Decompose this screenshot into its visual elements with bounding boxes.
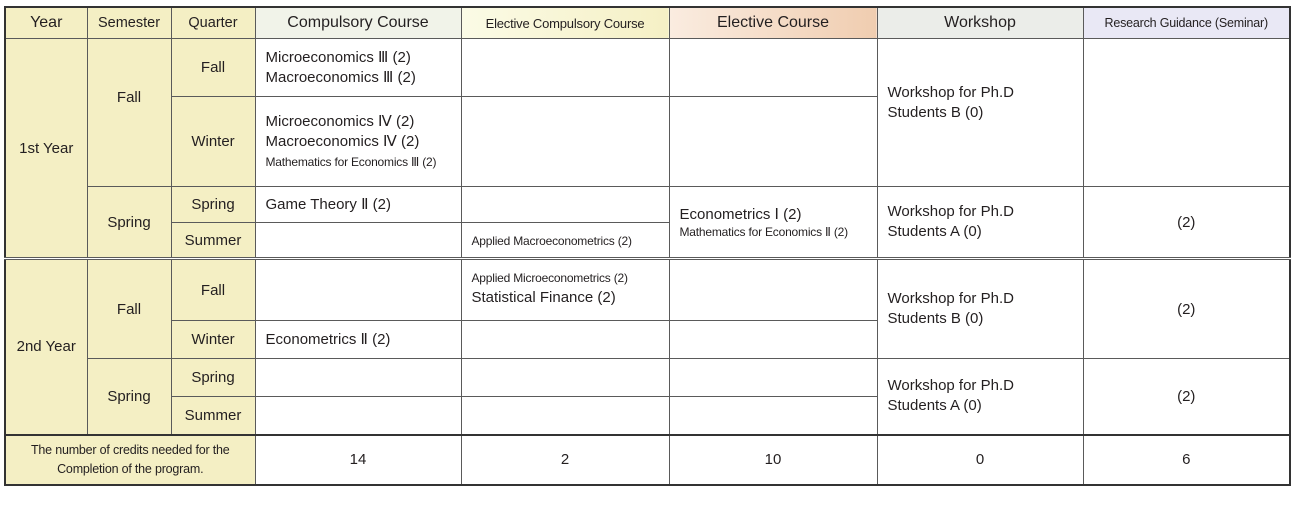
y2-semester-fall: Fall — [87, 259, 171, 359]
row-y1-fall-fall — [5, 39, 1290, 97]
header-compulsory: Compulsory Course — [255, 7, 461, 39]
y1-spring-elective-compulsory — [461, 187, 669, 223]
y2-winter-elective-compulsory — [461, 321, 669, 359]
y1-semester-fall: Fall — [87, 39, 171, 187]
course-applied-macroeconometrics: Applied Macroeconometrics (2) — [461, 223, 669, 259]
y1-winter-elective — [669, 97, 877, 187]
y1-spring-workshop — [877, 187, 1083, 259]
header-quarter: Quarter — [171, 7, 255, 39]
header-research-guidance: Research Guidance (Seminar) — [1083, 7, 1290, 39]
row-y2-fall-fall — [5, 259, 1290, 321]
y1-spring-research: (2) — [1083, 187, 1290, 259]
y2-semester-spring: Spring — [87, 359, 171, 435]
y2-fall-research: (2) — [1083, 259, 1290, 359]
y1-quarter-winter: Winter — [171, 97, 255, 187]
credits-compulsory: 14 — [255, 435, 461, 485]
credits-research: 6 — [1083, 435, 1290, 485]
y2-winter-elective — [669, 321, 877, 359]
header-semester: Semester — [87, 7, 171, 39]
workshop-line-2: Students B (0) — [887, 103, 984, 121]
y2-quarter-summer: Summer — [171, 397, 255, 435]
workshop-line-2: Students A (0) — [887, 397, 982, 415]
y2-quarter-spring: Spring — [171, 359, 255, 397]
credits-label-line-1: The number of credits needed for the — [31, 442, 230, 457]
header-row — [5, 7, 1290, 39]
y2-quarter-winter: Winter — [171, 321, 255, 359]
workshop-line-1: Workshop for Ph.D — [887, 203, 1014, 220]
header-workshop: Workshop — [877, 7, 1083, 39]
y2-fall-compulsory — [255, 259, 461, 321]
course-math-econ-2: Mathematics for Economics Ⅱ (2) — [679, 225, 848, 239]
header-year: Year — [5, 7, 87, 39]
course-macro-3: Macroeconomics Ⅲ (2) — [265, 68, 416, 86]
y2-summer-elective — [669, 397, 877, 435]
course-econometrics-1: Econometrics Ⅰ (2) — [679, 206, 802, 223]
y1-quarter-summer: Summer — [171, 223, 255, 259]
y2-spring-compulsory — [255, 359, 461, 397]
y1-quarter-fall: Fall — [171, 39, 255, 97]
y2-fall-workshop — [877, 259, 1083, 359]
credits-label — [5, 435, 255, 485]
workshop-line-1: Workshop for Ph.D — [887, 83, 1014, 101]
y1-winter-compulsory — [255, 97, 461, 187]
credits-workshop: 0 — [877, 435, 1083, 485]
workshop-line-1: Workshop for Ph.D — [887, 377, 1014, 395]
y2-summer-elective-compulsory — [461, 397, 669, 435]
credits-label-line-2: Completion of the program. — [57, 461, 204, 476]
workshop-line-1: Workshop for Ph.D — [887, 290, 1014, 307]
y2-fall-elective — [669, 259, 877, 321]
year-1-label: 1st Year — [5, 39, 87, 259]
header-elective-compulsory: Elective Compulsory Course — [461, 7, 669, 39]
y1-semester-spring: Spring — [87, 187, 171, 259]
credits-elective-compulsory: 2 — [461, 435, 669, 485]
y1-fall-research — [1083, 39, 1290, 187]
y1-spring-elective — [669, 187, 877, 259]
y1-fall-compulsory — [255, 39, 461, 97]
y1-summer-compulsory — [255, 223, 461, 259]
y1-winter-elective-compulsory — [461, 97, 669, 187]
row-y2-spring-spring — [5, 359, 1290, 397]
y1-fall-workshop — [877, 39, 1083, 187]
y1-fall-elective — [669, 39, 877, 97]
y2-quarter-fall: Fall — [171, 259, 255, 321]
course-statistical-finance: Statistical Finance (2) — [471, 289, 616, 306]
course-econometrics-2: Econometrics Ⅱ (2) — [255, 321, 461, 359]
credits-elective: 10 — [669, 435, 877, 485]
course-math-econ-3: Mathematics for Economics Ⅲ (2) — [265, 154, 437, 169]
year-2-label: 2nd Year — [5, 259, 87, 435]
course-applied-microeconometrics: Applied Microeconometrics (2) — [471, 271, 628, 285]
header-elective: Elective Course — [669, 7, 877, 39]
y2-spring-workshop — [877, 359, 1083, 435]
course-micro-4: Microeconomics Ⅳ (2) — [265, 112, 415, 130]
y2-spring-elective — [669, 359, 877, 397]
y2-fall-elective-compulsory — [461, 259, 669, 321]
workshop-line-2: Students A (0) — [887, 223, 982, 240]
y2-summer-compulsory — [255, 397, 461, 435]
course-game-theory-2: Game Theory Ⅱ (2) — [255, 187, 461, 223]
y2-spring-elective-compulsory — [461, 359, 669, 397]
workshop-line-2: Students B (0) — [887, 310, 984, 327]
y1-fall-elective-compulsory — [461, 39, 669, 97]
credits-row — [5, 435, 1290, 485]
curriculum-table — [4, 6, 1291, 486]
course-micro-3: Microeconomics Ⅲ (2) — [265, 48, 411, 66]
course-macro-4: Macroeconomics Ⅳ (2) — [265, 132, 420, 150]
row-y1-spring-spring — [5, 187, 1290, 223]
y2-spring-research: (2) — [1083, 359, 1290, 435]
y1-quarter-spring: Spring — [171, 187, 255, 223]
